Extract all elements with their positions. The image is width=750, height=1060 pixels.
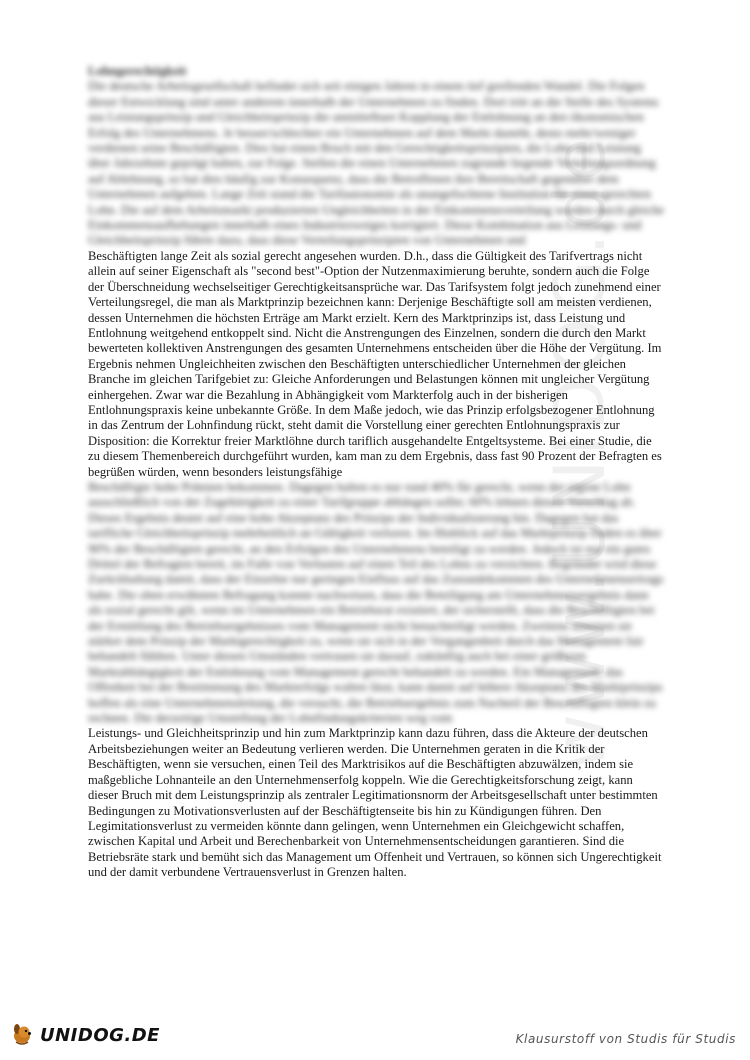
dog-icon xyxy=(10,1020,36,1051)
visible-paragraph-bottom: Leistungs- und Gleichheitsprinzip und hin zum Marktprinzip kann dazu führen, dass die Akteure der deutschen Arbeitsbeziehungen weiter an Bedeutung verlieren werden. Die Unternehmen geraten in die Kritik der Beschäftigten, wenn sie versuchen, einen Teil des Marktrisikos auf die Beschäftigten abzuwälzen, indem sie maßgebliche Lohnanteile an den Unternehmenserfolg koppeln. Wie die Gerechtigkeitsforschung zeigt, kann dieser Bruch mit dem Leistungsprinzip als zentraler Legitimationsnorm der Arbeitsgesellschaft unter bestimmten Bedingungen zu Motivationsverlusten auf der Beschäftigtenseite bis hin zu Kündigungen führen. Den Legimitationsverlust zu vermeiden könnte dann gelingen, wenn Unternehmen ein Gleichgewicht schaffen, zwischen Kapital und Arbeit und Berechenbarkeit von Unternehmensentscheidungen garantieren. Sind die Betriebsräte stark und bemüht sich das Management um Offenheit und Vertrauen, so können sich Ungerechtigkeit und der damit verbundene Vertrauensverlust in Grenzen halten. xyxy=(88,726,662,880)
visible-paragraph-middle: Beschäftigten lange Zeit als sozial gerecht angesehen wurden. D.h., dass die Gültigkeit des Tarifvertrags nicht allein auf seiner Eigenschaft als "second best"-Option der Nutzenmaximierung beruhte, sondern auch die Folge der Überschneidung wechselseitiger Gerechtigkeitsansprüche war. Das Tarifsystem folgt jedoch zunehmend einer Verteilungsregel, die man als Marktprinzip bezeichnen kann: Derjenige Beschäftigte soll am meisten verdienen, dessen Unternehmen die höchsten Erträge am Markt erzielt. Kern des Marktprinzips ist, dass Leistung und Entlohnung weitgehend entkoppelt sind. Nicht die Anstrengungen des Einzelnen, sondern die durch den Markt bewerteten kollektiven Anstrengungen des gesamten Unternehmens entscheiden über die Höhe der Vergütung. Im Ergebnis nehmen Ungleichheiten zwischen den Beschäftigten unterschiedlicher Unternehmen der gleichen Branche im gleichen Tarifgebiet zu: Gleiche Anforderungen und Belastungen können mit ungleicher Vergütung einhergehen. Zwar war die Bezahlung in Abhängigkeit vom Markterfolg auch in der bisherigen Entlohnungspraxis keine unbekannte Größe. In dem Maße jedoch, wie das Prinzip erfolgsbezogener Entlohnung in das Zentrum der Lohnfindung rückt, steht damit die Vorstellung einer gerechten Entlohnungspraxis zur Disposition: die Korrektur freier Marktlöhne durch tariflich ausgehandelte Entgeltsysteme. Bei einer Studie, die zu diesem Themenbereich durchgeführt wurden, kam man zu dem Ergebnis, dass fast 90 Prozent der Befragten es begrüßen würden, wenn besonders leistungsfähige xyxy=(88,248,662,479)
blurred-paragraph-top: Die deutsche Arbeitsgesellschaft befindet sich seit einigen Jahren in einem tief greifenden Wandel. Die Folgen dieser Entwicklung sind unter anderem innerhalb der Unternehmen zu finden. Dort tritt an die Stelle des Systems aus Leistungsprinzip und Gleichheitsprinzip die unmittelbare Kopplung der Entlohnung an den ökonomischen Erfolg des Unternehmens. Je besser/schlechter ein Unternehmen auf dem Markt dasteht, desto mehr/weniger verdienen seine Beschäftigten. Dies hat einen Bruch mit den Gerechtigkeitsprinzipien, die Lohn und Leistung über Jahrzehnte geprägt haben, zur Folge. Stellen die einen Unternehmen zugrunde liegende Verteilungsordnung auf Ablehnung, so hat dies häufig zur Konsequenz, dass die Betroffenen ihre Bereitschaft gegenüber dem Unternehmen aufgeben. Lange Zeit stand die Tarifautonomie als unangefochtene Institution für einen gerechten Lohn. Die auf dem Arbeitsmarkt produzierten Ungleichheiten in der Einkommensverteilung wurden durch gleiche Einkommensaufhebungen innerhalb eines Industriezweiges korrigiert. Diese Kombination aus Leistungs- und Gleichheitsprinzip führte dazu, dass diese Verteilungsprinzipien von Unternehmen und xyxy=(88,79,664,248)
footer-tagline: Klausurstoff von Studis für Studis xyxy=(515,1032,736,1046)
document-title: Lohngerechtigkeit xyxy=(88,64,187,78)
footer-logo[interactable] xyxy=(10,1020,160,1051)
blurred-paragraph-bottom: Beschäftigte hohe Prämien bekommen. Dagegen halten es nur rund 40% für gerecht, wenn der eigene Lohn ausschließlich von der Zugehörigkeit zu einer Tarifgruppe abhängen sollte; 60% lehnen diesen Vorschlag ab. Dieses Ergebnis deutet auf eine hohe Akzeptanz des Prinzips der Individualisierung hin. Dagegen hat das tarifliche Gleichheitsprinzip mehrheitlich an Gültigkeit verloren. Im Hinblick auf das Marktprinzip finden es über 90% der Beschäftigten gerecht, an den Erfolgen des Unternehmens beteiligt zu werden. Jedoch ist nur ein gutes Drittel der Befragten bereit, im Falle von Verlusten auf einen Teil des Lohns zu verzichten. Begründet wird diese Zurückhaltung damit, dass der Einzelne nur geringen Einfluss auf das Zustandekommen des Unternehmensertrags habe. Die oben erwähnten Befragung konnte nachweisen, dass die Beteiligung am Unternehmensergebnis dann als sozial gerecht gilt, wenn im Unternehmen ein Betriebsrat existiert, der sicherstellt, dass die Beschäftigten bei der Ermittlung des Betriebsergebnisses vom Management nicht benachteiligt werden. Zweitens stimmen sie stärker dem Prinzip der Marktgerechtigkeit zu, wenn sie sich in der Vergangenheit durch das Management fair behandelt fühlten. Unter diesen Umständen vertrauen sie darauf, zukünftig auch bei einer größeren Marktabhängigkeit der Entlohnung vom Management gerecht behandelt zu werden. Ein Management, das Offenheit bei der Bestimmung des Markterfolgs walten lässt, kann damit auf höhere Akzeptanz des Marktprinzips hoffen als eine Unternehmensleitung, die versucht, die Betriebsergebnis zum Nachteil der Beschäftigten klein zu rechnen. Die derzeitige Umstellung der Lohnfindungskriterien weg vom xyxy=(88,479,664,726)
watermark: www.UNIDOG.de xyxy=(539,134,621,771)
logo-text: UNIDOG.DE xyxy=(40,1025,160,1046)
document-body xyxy=(88,64,664,881)
